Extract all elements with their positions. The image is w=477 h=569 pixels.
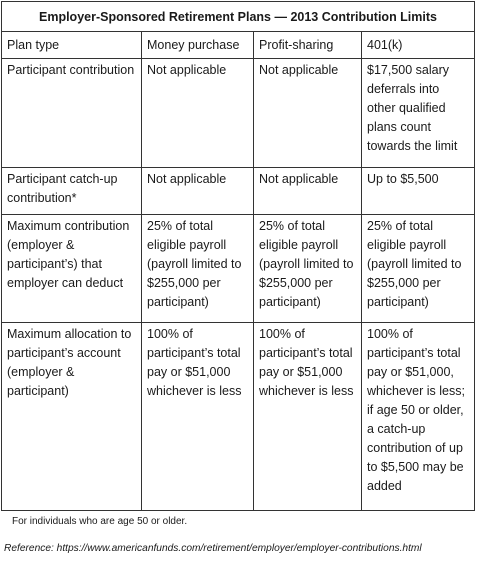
table-cell: $17,500 salary deferrals into other qualified plans count towards the limit [362,59,474,168]
reference-note: Reference: https://www.americanfunds.com/retirement/employer/employer-contributions.html [4,543,422,554]
table-cell: Not applicable [142,168,254,215]
row-label-maximum-allocation: Maximum allocation to participant’s account (employer & participant) [2,323,142,510]
table-grid [2,32,474,510]
row-label-maximum-contribution: Maximum contribution (employer & participant’s) that employer can deduct [2,215,142,323]
table-title: Employer-Sponsored Retirement Plans — 2013 Contribution Limits [2,2,474,32]
table-cell: 25% of total eligible payroll (payroll limited to $255,000 per participant) [142,215,254,323]
table-cell: 25% of total eligible payroll (payroll limited to $255,000 per participant) [362,215,474,323]
header-401k: 401(k) [362,32,474,59]
footnote: For individuals who are age 50 or older. [12,516,188,527]
table-cell: Not applicable [254,59,362,168]
row-label-catch-up-contribution: Participant catch-up contribution* [2,168,142,215]
row-label-participant-contribution: Participant contribution [2,59,142,168]
header-money-purchase: Money purchase [142,32,254,59]
table-cell: 100% of participant’s total pay or $51,000 whichever is less [254,323,362,510]
table-cell: 25% of total eligible payroll (payroll limited to $255,000 per participant) [254,215,362,323]
header-plan-type: Plan type [2,32,142,59]
contribution-limits-table [1,1,475,511]
table-cell: 100% of participant’s total pay or $51,000 whichever is less [142,323,254,510]
table-cell: 100% of participant’s total pay or $51,000, whichever is less; if age 50 or older, a catch-up contribution of up to $5,500 may be added [367,327,465,493]
table-cell: Not applicable [142,59,254,168]
table-cell: Not applicable [254,168,362,215]
table-cell: Up to $5,500 [362,168,474,215]
header-profit-sharing: Profit-sharing [254,32,362,59]
